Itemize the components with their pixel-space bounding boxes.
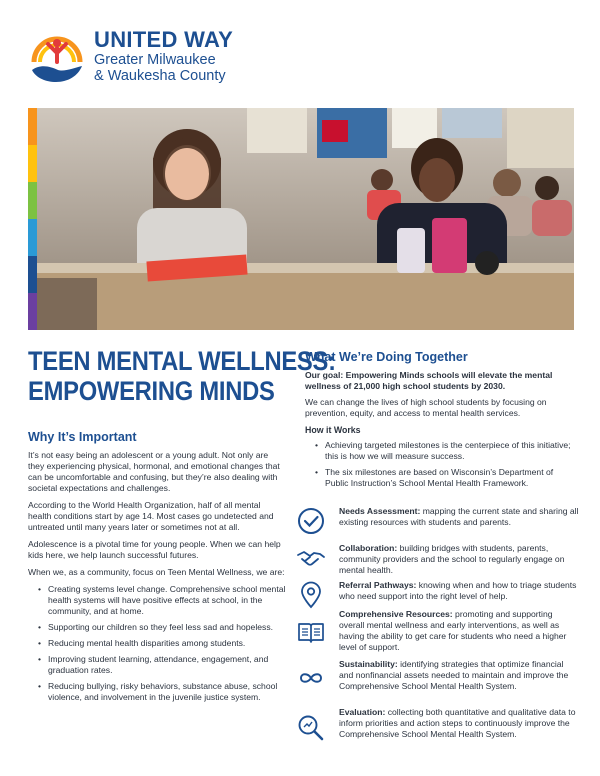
magnifier-chart-icon [296,713,326,743]
why-paragraph-1: It’s not easy being an adolescent or a young adult. Not only are they experiencing physical, hormonal, and emotional changes that can be uncomfortable and confusing, but they’re also dealing with societal expectations and challenges. [28,450,280,493]
milestone-desc: building bridges with students, parents, community providers and the school to regularly engage on mental health. [339,543,565,575]
checkmark-circle-icon [296,506,326,536]
why-bullet-list [38,584,286,703]
list-item: • Reducing mental health disparities among students. [38,638,286,649]
milestone-desc: collecting both quantitative and qualitative data to inform priorities and action steps to continuously improve the Comprehensive School Mental Health System. [339,707,576,739]
together-heading: What We’re Doing Together [305,350,468,364]
why-paragraph-2: According to the World Health Organization, half of all mental health conditions start by age 14. Most cases go undetected and untreated until many years later or sometimes not at all. [28,500,274,532]
together-intro: We can change the lives of high school students by focusing on prevention, equity, and access to mental health services. [305,397,547,418]
milestone-collaboration [296,543,580,583]
goal-statement: Our goal: Empowering Minds schools will elevate the mental wellness of 21,000 high school students by 2030. [305,370,553,391]
united-way-logo [28,26,288,88]
milestone-desc: mapping the current state and sharing all existing resources with students and parents. [339,506,579,527]
list-item: • Achieving targeted milestones is the centerpiece of this initiative; this is how we will measure success. [315,440,577,462]
milestone-title: Collaboration: [339,543,398,553]
milestone-desc: promoting and supporting overall mental wellness and early interventions, as well as having the ability to get care for students who need a higher level of support. [339,609,567,652]
classroom-photo [37,108,574,330]
milestone-sustainability [296,659,580,699]
brand-name: UNITED WAY [94,27,234,52]
list-item: • Reducing bullying, risky behaviors, substance abuse, school violence, and involvement in the juvenile justice system. [38,681,286,703]
why-paragraph-3: Adolescence is a pivotal time for young people. When we can help kids here, we help launch successful futures. [28,539,281,560]
milestone-title: Needs Assessment: [339,506,421,516]
milestone-title: Referral Pathways: [339,580,417,590]
milestone-title: Sustainability: [339,659,398,669]
milestone-comprehensive-resources [296,609,580,659]
list-item: • Improving student learning, attendance, engagement, and graduation rates. [38,654,286,676]
open-book-icon [296,617,326,647]
why-its-important-section [28,430,286,708]
list-item: • Supporting our children so they feel less sad and hopeless. [38,622,286,633]
handshake-icon [296,543,326,573]
brand-sub-line-2: & Waukesha County [94,68,226,84]
brand-sub-line-1: Greater Milwaukee [94,52,216,68]
united-way-hand-rainbow-icon [28,26,86,86]
milestone-desc: knowing when and how to triage students who need support into the right level of help. [339,580,577,601]
milestone-desc: identifying strategies that optimize financial and nonfinancial assets needed to maintain and improve the Comprehensive School Mental Health System. [339,659,569,691]
list-item: • Creating systems level change. Comprehensive school mental health systems will have positive effects at school, in the community, and at home. [38,584,286,617]
page-title-line-2: EMPOWERING MINDS [28,376,275,406]
rainbow-accent-strip [28,108,37,330]
milestone-title: Comprehensive Resources: [339,609,453,619]
milestone-title: Evaluation: [339,707,386,717]
how-it-works-heading: How it Works [305,425,361,435]
page-title [28,346,336,406]
how-it-works-bullets [315,440,577,489]
why-heading: Why It’s Important [28,430,137,444]
what-were-doing-section [305,350,577,494]
location-pin-icon [296,580,326,610]
milestone-needs-assessment [296,506,580,546]
milestone-evaluation [296,707,580,753]
page-title-line-1: TEEN MENTAL WELLNESS: [28,346,336,376]
infinity-icon [296,663,326,693]
why-paragraph-4: When we, as a community, focus on Teen Mental Wellness, we are: [28,567,285,577]
list-item: • The six milestones are based on Wisconsin’s Department of Public Instruction’s School Mental Health Framework. [315,467,577,489]
